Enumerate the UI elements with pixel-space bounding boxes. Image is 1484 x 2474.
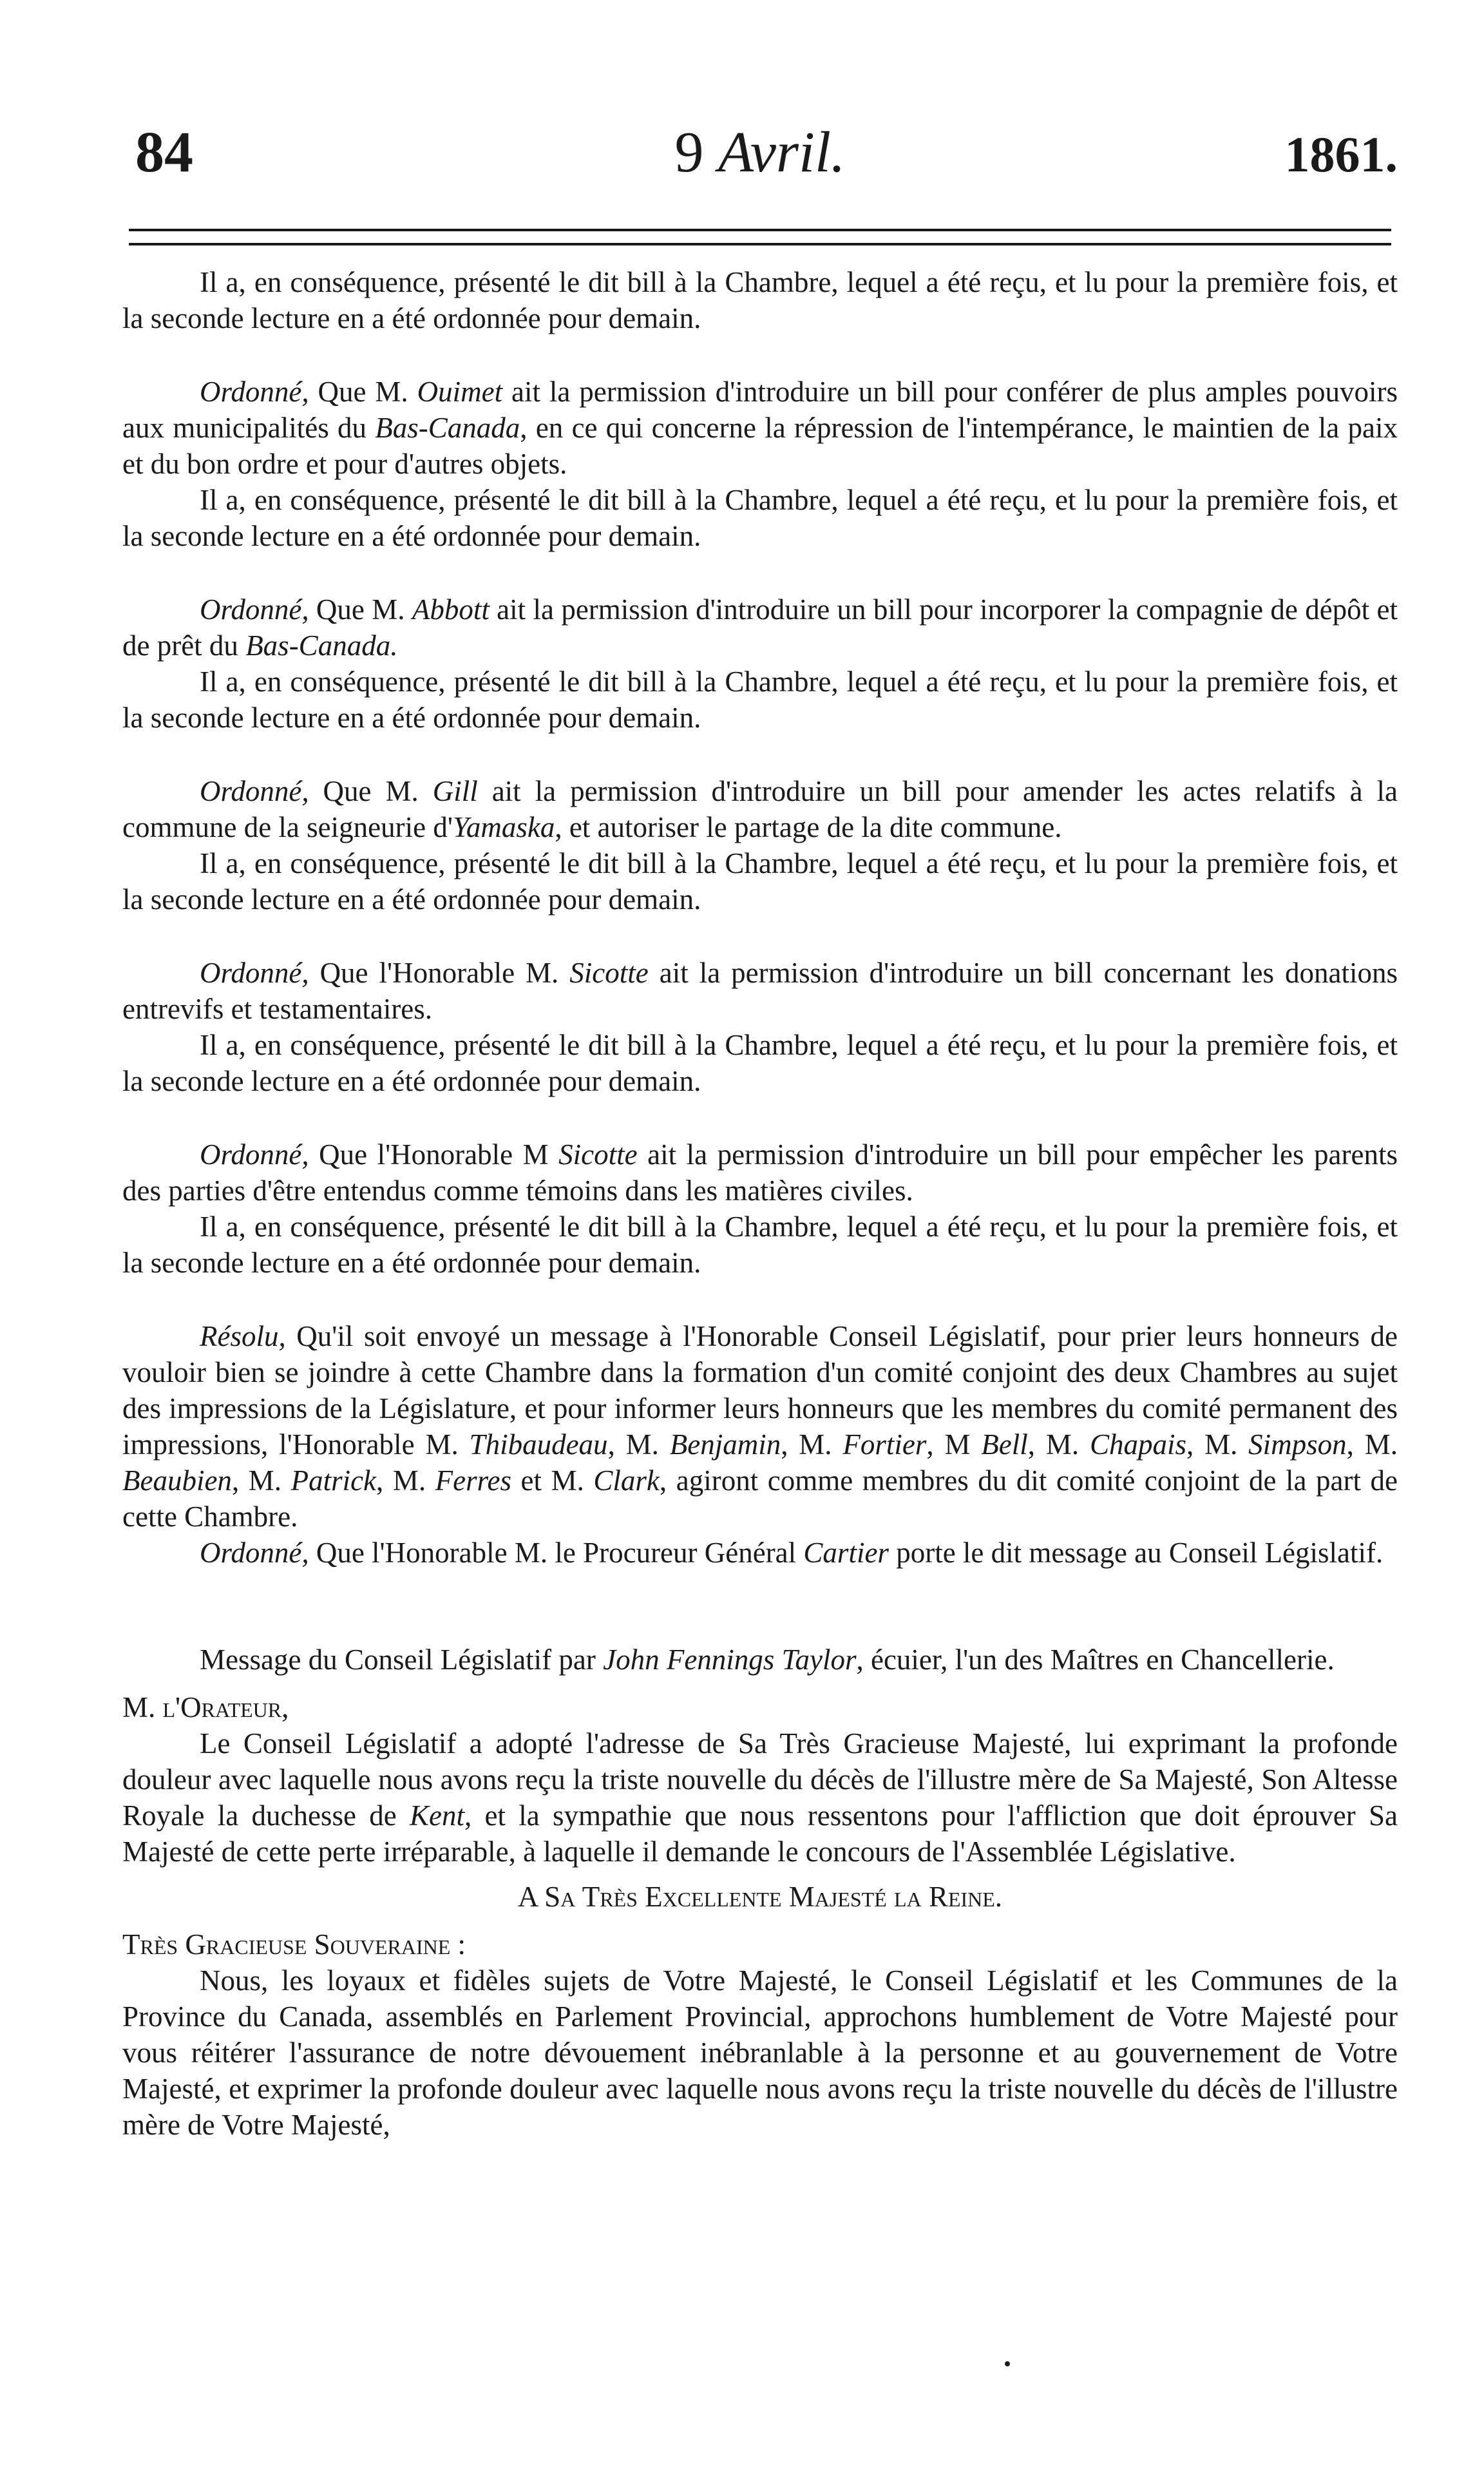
member-name: John Fennings Taylor [603, 1644, 857, 1676]
page-number: 84 [135, 120, 193, 184]
member-name: Simpson [1248, 1428, 1347, 1461]
paragraph-order-sicotte-donations: Ordonné, Que l'Honorable M. Sicotte ait la permission d'introduire un bill concernant les donations entrevifs et testamentaires. [122, 957, 1398, 1025]
salutation-orateur: M. l'Orateur, [122, 1691, 289, 1723]
member-name: Beaubien [122, 1464, 232, 1497]
paragraph-order-gill: Ordonné, Que M. Gill ait la permission d'introduire un bill pour amender les actes relatifs à la commune de la seigneurie d'Yamaska, et autoriser le partage de la dite commune. [122, 775, 1398, 843]
page-header [122, 119, 1398, 197]
member-name: Cartier [803, 1537, 889, 1569]
paragraph-order-ouimet: Ordonné, Que M. Ouimet ait la permission d'introduire un bill pour conférer de plus amples pouvoirs aux municipalités du Bas-Canada, en ce qui concerne la répression de l'intempérance, le maintien de la paix et du bon ordre et pour d'autres objets. [122, 376, 1398, 480]
place-name: Bas-Canada [375, 412, 520, 444]
paragraph-bill-first-reading: Il a, en conséquence, présenté le dit bill à la Chambre, lequel a été reçu, et lu pour la première fois, et la seconde lecture en a été ordonnée pour demain. [122, 847, 1398, 916]
ordonne-label: Ordonné, [200, 376, 309, 408]
paragraph-council-adoption: Le Conseil Législatif a adopté l'adresse de Sa Très Gracieuse Majesté, lui exprimant la profonde douleur avec laquelle nous avons reçu la triste nouvelle du décès de l'illustre mère de Sa Majesté, Son Altesse Royale la duchesse de Kent, et la sympathie que nous ressentons pour l'affliction que doit éprouver Sa Majesté de cette perte irréparable, à laquelle il demande le concours de l'Assemblée Législative. [122, 1727, 1398, 1868]
body-text [122, 264, 1398, 2143]
ordonne-label: Ordonné, [200, 957, 309, 989]
member-name: Ouimet [417, 376, 503, 408]
place-name: Yamaska [452, 811, 555, 843]
member-name: Bell [981, 1428, 1028, 1461]
ordonne-label: Ordonné, [200, 1537, 309, 1569]
paragraph-bill-first-reading: Il a, en conséquence, présenté le dit bill à la Chambre, lequel a été reçu, et lu pour la première fois, et la seconde lecture en a été ordonnée pour demain. [122, 484, 1398, 552]
paragraph-order-cartier: Ordonné, Que l'Honorable M. le Procureur Général Cartier porte le dit message au Conseil Législatif. [200, 1537, 1384, 1569]
member-name: Thibaudeau [469, 1428, 608, 1461]
member-name: Clark [593, 1464, 660, 1497]
paragraph-bill-first-reading: Il a, en conséquence, présenté le dit bill à la Chambre, lequel a été reçu, et lu pour la première fois, et la seconde lecture en a été ordonnée pour demain. [122, 1029, 1398, 1097]
paragraph-bill-first-reading: Il a, en conséquence, présenté le dit bill à la Chambre, lequel a été reçu, et lu pour la première fois, et la seconde lecture en a été ordonnée pour demain. [122, 666, 1398, 734]
member-name: Chapais [1089, 1428, 1186, 1461]
header-date [122, 119, 1398, 186]
ordonne-label: Ordonné, [200, 593, 309, 626]
member-name: Fortier [842, 1428, 927, 1461]
header-day: 9 [674, 120, 704, 184]
member-name: Ferres [435, 1464, 511, 1497]
member-name: Gill [432, 775, 478, 807]
member-name: Abbott [412, 593, 490, 626]
member-name: Sicotte [569, 957, 649, 989]
place-name: Bas-Canada. [245, 629, 398, 662]
paragraph-bill-first-reading: Il a, en conséquence, présenté le dit bill à la Chambre, lequel a été reçu, et lu pour la première fois, et la seconde lecture en a été ordonnée pour demain. [122, 1211, 1398, 1279]
resolu-label: Résolu, [200, 1320, 286, 1352]
paragraph-council-message: Message du Conseil Législatif par John Fennings Taylor, écuier, l'un des Maîtres en Chancellerie. [200, 1644, 1335, 1676]
paragraph-order-abbott: Ordonné, Que M. Abbott ait la permission d'introduire un bill pour incorporer la compagnie de dépôt et de prêt du Bas-Canada. [122, 593, 1398, 662]
ink-speck [1005, 2361, 1010, 2366]
header-year: 1861. [1284, 126, 1398, 182]
paragraph-order-sicotte-witnesses: Ordonné, Que l'Honorable M Sicotte ait la permission d'introduire un bill pour empêcher les parents des parties d'être entendus comme témoins dans les matières civiles. [122, 1138, 1398, 1207]
member-name: Patrick [290, 1464, 377, 1497]
place-name: Kent [409, 1799, 464, 1832]
member-name: Benjamin [669, 1428, 781, 1461]
member-name: Sicotte [558, 1138, 638, 1171]
header-month: Avril. [718, 120, 846, 184]
ordonne-label: Ordonné, [200, 1138, 309, 1171]
header-double-rule [129, 229, 1391, 245]
ordonne-label: Ordonné, [200, 775, 309, 807]
paragraph-bill-first-reading: Il a, en conséquence, présenté le dit bill à la Chambre, lequel a été reçu, et lu pour la première fois, et la seconde lecture en a été ordonnée pour demain. [122, 266, 1398, 334]
paragraph-address-body: Nous, les loyaux et fidèles sujets de Votre Majesté, le Conseil Législatif et les Communes de la Province du Canada, assemblés en Parlement Provincial, approchons humblement de Votre Majesté pour vous réitérer l'assurance de notre dévouement inébranlable à la personne et au gouvernement de Votre Majesté, et exprimer la profonde douleur avec laquelle nous avons reçu la triste nouvelle du décès de l'illustre mère de Votre Majesté, [122, 1964, 1398, 2141]
paragraph-resolution-committee: Résolu, Qu'il soit envoyé un message à l'Honorable Conseil Législatif, pour prier leurs honneurs de vouloir bien se joindre à cette Chambre dans la formation d'un comité conjoint des deux Chambres au sujet des impressions de la Législature, et pour informer leurs honneurs que les membres du comité permanent des impressions, l'Honorable M. Thibaudeau, M. Benjamin, M. Fortier, M Bell, M. Chapais, M. Simpson, M. Beaubien, M. Patrick, M. Ferres et M. Clark, agiront comme membres du dit comité conjoint de la part de cette Chambre. [122, 1320, 1398, 1533]
address-salutation: Très Gracieuse Souveraine : [122, 1928, 466, 1961]
address-title: A Sa Très Excellente Majesté la Reine. [517, 1881, 1003, 1913]
